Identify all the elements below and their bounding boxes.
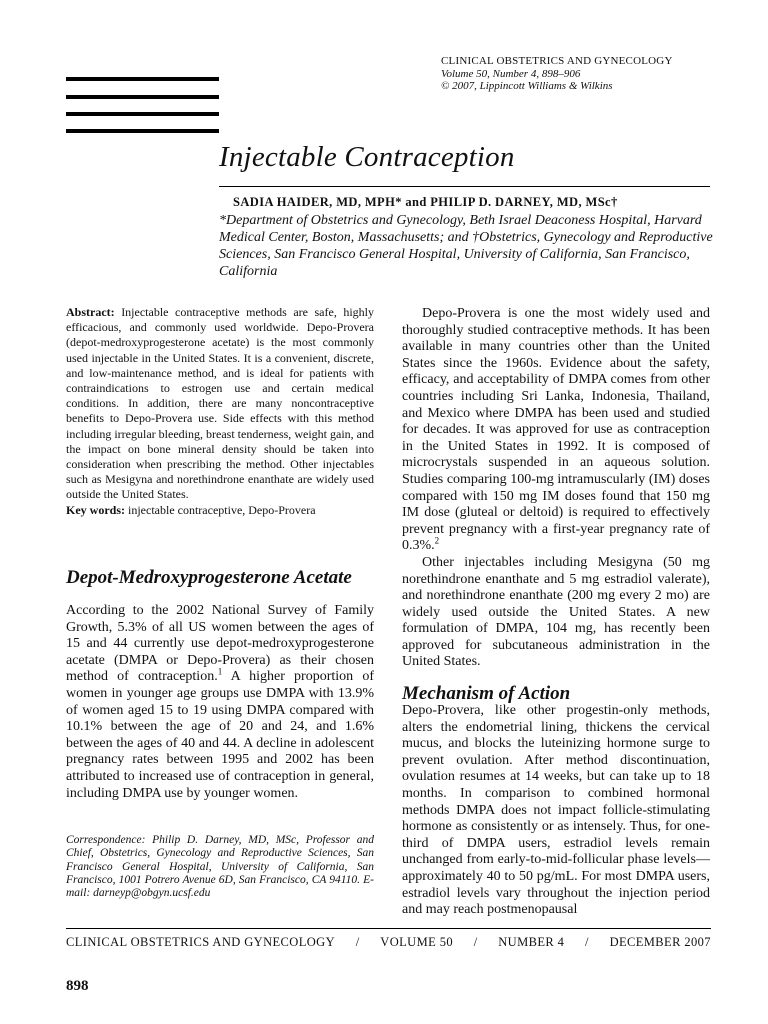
section-dmpa-body xyxy=(66,603,374,802)
abstract xyxy=(66,305,374,518)
running-footer xyxy=(66,935,711,950)
footer-sep: / xyxy=(585,935,589,949)
copyright-line: © 2007, Lippincott Williams & Wilkins xyxy=(441,80,613,92)
section-heading-mechanism: Mechanism of Action xyxy=(402,683,571,704)
keywords: injectable contraceptive, Depo-Provera xyxy=(128,502,316,517)
decorative-bar xyxy=(66,95,219,99)
decorative-bar xyxy=(66,112,219,116)
right-para-2: Other injectables including Mesigyna (50 mg norethindrone enanthate and 5 mg estradiol valerate), and norethindrone enanthate (200 mg every 2 mo) are widely used outside the United States. A new formulation of DMPA, 104 mg, has recently been approved for subcutaneous administration in the United States. xyxy=(402,554,710,670)
mechanism-para: Depo-Provera, like other progestin-only methods, alters the endometrial lining, thickens the cervical mucus, and blocks the luteinizing hormone surge to prevent ovulation. After method discontinuation, ovulation resumes at 14 weeks, but can take up to 18 months. In comparison to combined hormonal methods DMPA does not impact follicle-stimulating hormone as consistently or as intensely. Thus, for one-third of DMPA users, estradiol levels remain unchanged from early-to-mid-follicular phase levels—approximately 40 to 50 pg/mL. For most DMPA users, estradiol levels vary throughout the injection period and may reach postmenopausal xyxy=(402,703,710,918)
footnote-ref-2: 2 xyxy=(434,535,440,546)
decorative-bar xyxy=(66,77,219,81)
volume-line: Volume 50, Number 4, 898–906 xyxy=(441,67,581,80)
footer-sep: / xyxy=(355,935,360,949)
footer-date: DECEMBER 2007 xyxy=(609,935,711,949)
decorative-bar xyxy=(66,129,219,133)
section-heading-dmpa: Depot-Medroxyprogesterone Acetate xyxy=(66,567,352,588)
footer-rule xyxy=(66,928,711,929)
footer-journal: CLINICAL OBSTETRICS AND GYNECOLOGY xyxy=(66,935,336,949)
journal-name: CLINICAL OBSTETRICS AND GYNECOLOGY xyxy=(441,55,673,67)
footer-volume: VOLUME 50 xyxy=(380,935,453,949)
dmpa-para-b: A higher proportion of women in younger age groups use DMPA with 13.9% of women aged 15 to 19 using DMPA compared with 10.1% between the age of 20 and 24, and 1.6% between the ages of 40 and 44. A decline in adolescent pregnancy rates between 1995 and 2002 has been attributed to increased use of contraception in general, including DMPA use by younger women. xyxy=(66,669,374,801)
journal-header xyxy=(441,55,721,93)
dmpa-para-a: According to the 2002 National Survey of Family Growth, 5.3% of all US women between the ages of 15 and 44 currently use depot-medroxyprogesterone acetate (DMPA or Depo-Provera) as their chosen method of contraception. xyxy=(66,603,374,685)
right-para-1: Depo-Provera is one the most widely used and thoroughly studied contraceptive methods. It has been available in many countries other than the United States since the 1960s. Evidence about the safety, efficacy, and acceptability of DMPA comes from other countries including Sri Lanka, Indonesia, Thailand, and Mexico where DMPA has been used and studied for decades. It was approved for use as contraception in the United States in 1992. It is composed of microcrystals suspended in an aqueous solution. Studies comparing 100-mg intramuscularly (IM) doses compared with 150 mg IM doses found that 150 mg IM dose (gluteal or deltoid) is required to effectively prevent pregnancy with a first-year pregnancy rate of 0.3%. xyxy=(402,306,710,554)
abstract-label: Abstract: xyxy=(66,305,115,319)
mechanism-body xyxy=(402,703,710,919)
keywords-label: Key words: xyxy=(66,502,125,517)
article-title: Injectable Contraception xyxy=(219,141,515,173)
footnote-ref-1: 1 xyxy=(217,666,223,677)
correspondence: Correspondence: Philip D. Darney, MD, MSc, Professor and Chief, Obstetrics, Gynecology and Reproductive Sciences, San Francisco General Hospital, University of California, San Francisco, 1001 Potrero Avenue 6D, San Francisco, CA 94110. E-mail: darneyp@obgyn.ucsf.edu xyxy=(66,834,374,900)
title-rule xyxy=(219,186,710,187)
authors: SADIA HAIDER, MD, MPH* and PHILIP D. DARNEY, MD, MSc† xyxy=(233,195,618,209)
affiliation: *Department of Obstetrics and Gynecology, Beth Israel Deaconess Hospital, Harvard Medical Center, Boston, Massachusetts; and †Obstetrics, Gynecology and Reproductive Sciences, San Francisco General Hospital, University of California, San Francisco, California xyxy=(219,213,713,279)
abstract-text: Injectable contraceptive methods are safe, highly efficacious, and commonly used worldwide. Depo-Provera (depot-medroxyprogesterone acetate) is the most commonly used injectable in the United States. It is a convenient, discrete, and low-maintenance method, and is ideal for patients with contraindications to estrogen use and certain medical conditions. In addition, there are many noncontraceptive benefits to Depo-Provera use. Side effects with this method including irregular bleeding, breast tenderness, weight gain, and the impact on bone mineral density should be taken into consideration when prescribing the method. Other injectables such as Mesigyna and norethindrone enanthate are widely used outside the United States. xyxy=(66,305,375,502)
footer-sep: / xyxy=(473,935,478,949)
footer-number: NUMBER 4 xyxy=(498,935,565,949)
right-column-body xyxy=(402,306,710,671)
page-number: 898 xyxy=(66,978,89,994)
